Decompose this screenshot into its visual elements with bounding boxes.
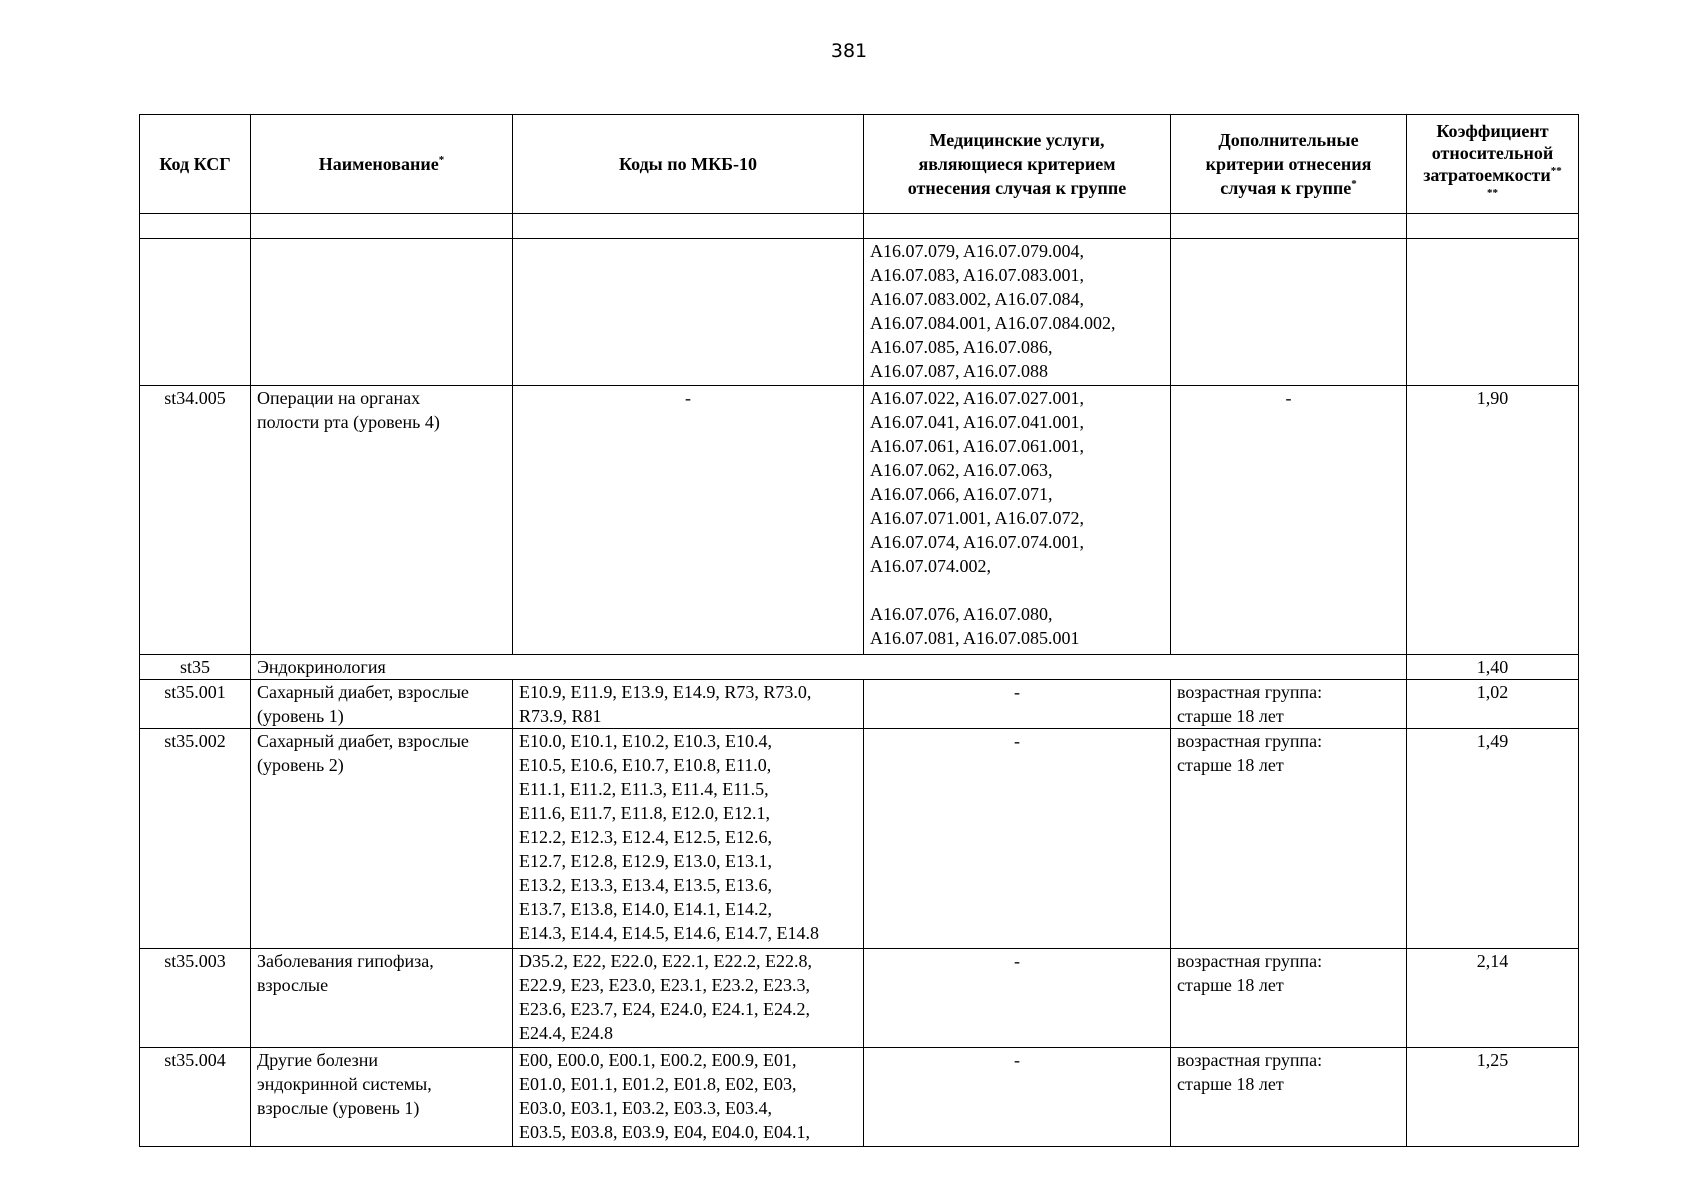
cell-icd [513,239,864,386]
cell-code: st35.004 [140,1048,251,1147]
header-services: Медицинские услуги, являющиеся критерием отнесения случая к группе [864,115,1171,214]
cell-name: Операции на органах полости рта (уровень 4) [251,386,513,655]
cell-code: st35.003 [140,949,251,1048]
cell-extra: возрастная группа: старше 18 лет [1171,729,1407,949]
cell-services: A16.07.022, A16.07.027.001, A16.07.041, A16.07.041.001, A16.07.061, A16.07.061.001, A16.07.062, A16.07.063, A16.07.066, A16.07.071, A16.07.071.001, A16.07.072, A16.07.074, A16.07.074.001, A16.07.074.002, A16.07.076, A16.07.080, A16.07.081, A16.07.085.001 [864,386,1171,655]
page-number: 381 [830,40,868,62]
cell-icd: D35.2, E22, E22.0, E22.1, E22.2, E22.8, E22.9, E23, E23.0, E23.1, E23.2, E23.3, E23.6, E23.7, E24, E24.0, E24.1, E24.2, E24.4, E24.8 [513,949,864,1048]
cell-coef: 1,40 [1407,655,1579,680]
cell-code: st35.002 [140,729,251,949]
cell-coef: 1,90 [1407,386,1579,655]
table-row [140,239,1579,386]
cell-name [251,239,513,386]
cell-coef: 1,49 [1407,729,1579,949]
cell-name: Другие болезни эндокринной системы, взрослые (уровень 1) [251,1048,513,1147]
cell-icd: E00, E00.0, E00.1, E00.2, E00.9, E01, E01.0, E01.1, E01.2, E01.8, E02, E03, E03.0, E03.1, E03.2, E03.3, E03.4, E03.5, E03.8, E03.9, E04, E04.0, E04.1, [513,1048,864,1147]
cell-code: st35.001 [140,680,251,729]
cell-services: - [864,680,1171,729]
cell-extra: - [1171,386,1407,655]
header-code: Код КСГ [140,115,251,214]
cell-icd: E10.0, E10.1, E10.2, E10.3, E10.4, E10.5, E10.6, E10.7, E10.8, E11.0, E11.1, E11.2, E11.3, E11.4, E11.5, E11.6, E11.7, E11.8, E12.0, E12.1, E12.2, E12.3, E12.4, E12.5, E12.6, E12.7, E12.8, E12.9, E13.0, E13.1, E13.2, E13.3, E13.4, E13.5, E13.6, E13.7, E13.8, E14.0, E14.1, E14.2, E14.3, E14.4, E14.5, E14.6, E14.7, E14.8 [513,729,864,949]
cell-extra: возрастная группа: старше 18 лет [1171,680,1407,729]
footnote-mark: ** [1550,165,1562,177]
cell-extra: возрастная группа: старше 18 лет [1171,1048,1407,1147]
table-row [140,949,1579,1048]
table-row [140,680,1579,729]
cell-name: Сахарный диабет, взрослые (уровень 2) [251,729,513,949]
cell-icd: - [513,386,864,655]
cell-coef: 1,25 [1407,1048,1579,1147]
header-extra: Дополнительные критерии отнесения случая к группе* [1171,115,1407,214]
cell-code: st34.005 [140,386,251,655]
footnote-mark: * [438,154,445,166]
header-name: Наименование* [251,115,513,214]
table-header-row [140,115,1579,214]
cell-coef [1407,239,1579,386]
cell-services: - [864,949,1171,1048]
table-row [140,729,1579,949]
cell-extra: возрастная группа: старше 18 лет [1171,949,1407,1048]
spacer-row [140,214,1579,239]
footnote-mark: * [1351,178,1357,190]
ksg-table [139,114,1579,1147]
cell-name: Сахарный диабет, взрослые (уровень 1) [251,680,513,729]
section-row [140,655,1579,680]
cell-coef: 2,14 [1407,949,1579,1048]
header-coef: Коэффициент относительной затратоемкости** ** [1407,115,1579,214]
cell-services: - [864,729,1171,949]
table-row [140,1048,1579,1147]
cell-coef: 1,02 [1407,680,1579,729]
cell-code [140,239,251,386]
table-row [140,386,1579,655]
cell-name: Заболевания гипофиза, взрослые [251,949,513,1048]
footnote-mark: ** [1487,187,1498,199]
cell-extra [1171,239,1407,386]
cell-services: A16.07.079, A16.07.079.004, A16.07.083, A16.07.083.001, A16.07.083.002, A16.07.084, A16.07.084.001, A16.07.084.002, A16.07.085, A16.07.086, A16.07.087, A16.07.088 [864,239,1171,386]
cell-services: - [864,1048,1171,1147]
cell-icd: E10.9, E11.9, E13.9, E14.9, R73, R73.0, R73.9, R81 [513,680,864,729]
cell-code: st35 [140,655,251,680]
cell-section-name: Эндокринология [251,655,1407,680]
header-icd: Коды по МКБ-10 [513,115,864,214]
